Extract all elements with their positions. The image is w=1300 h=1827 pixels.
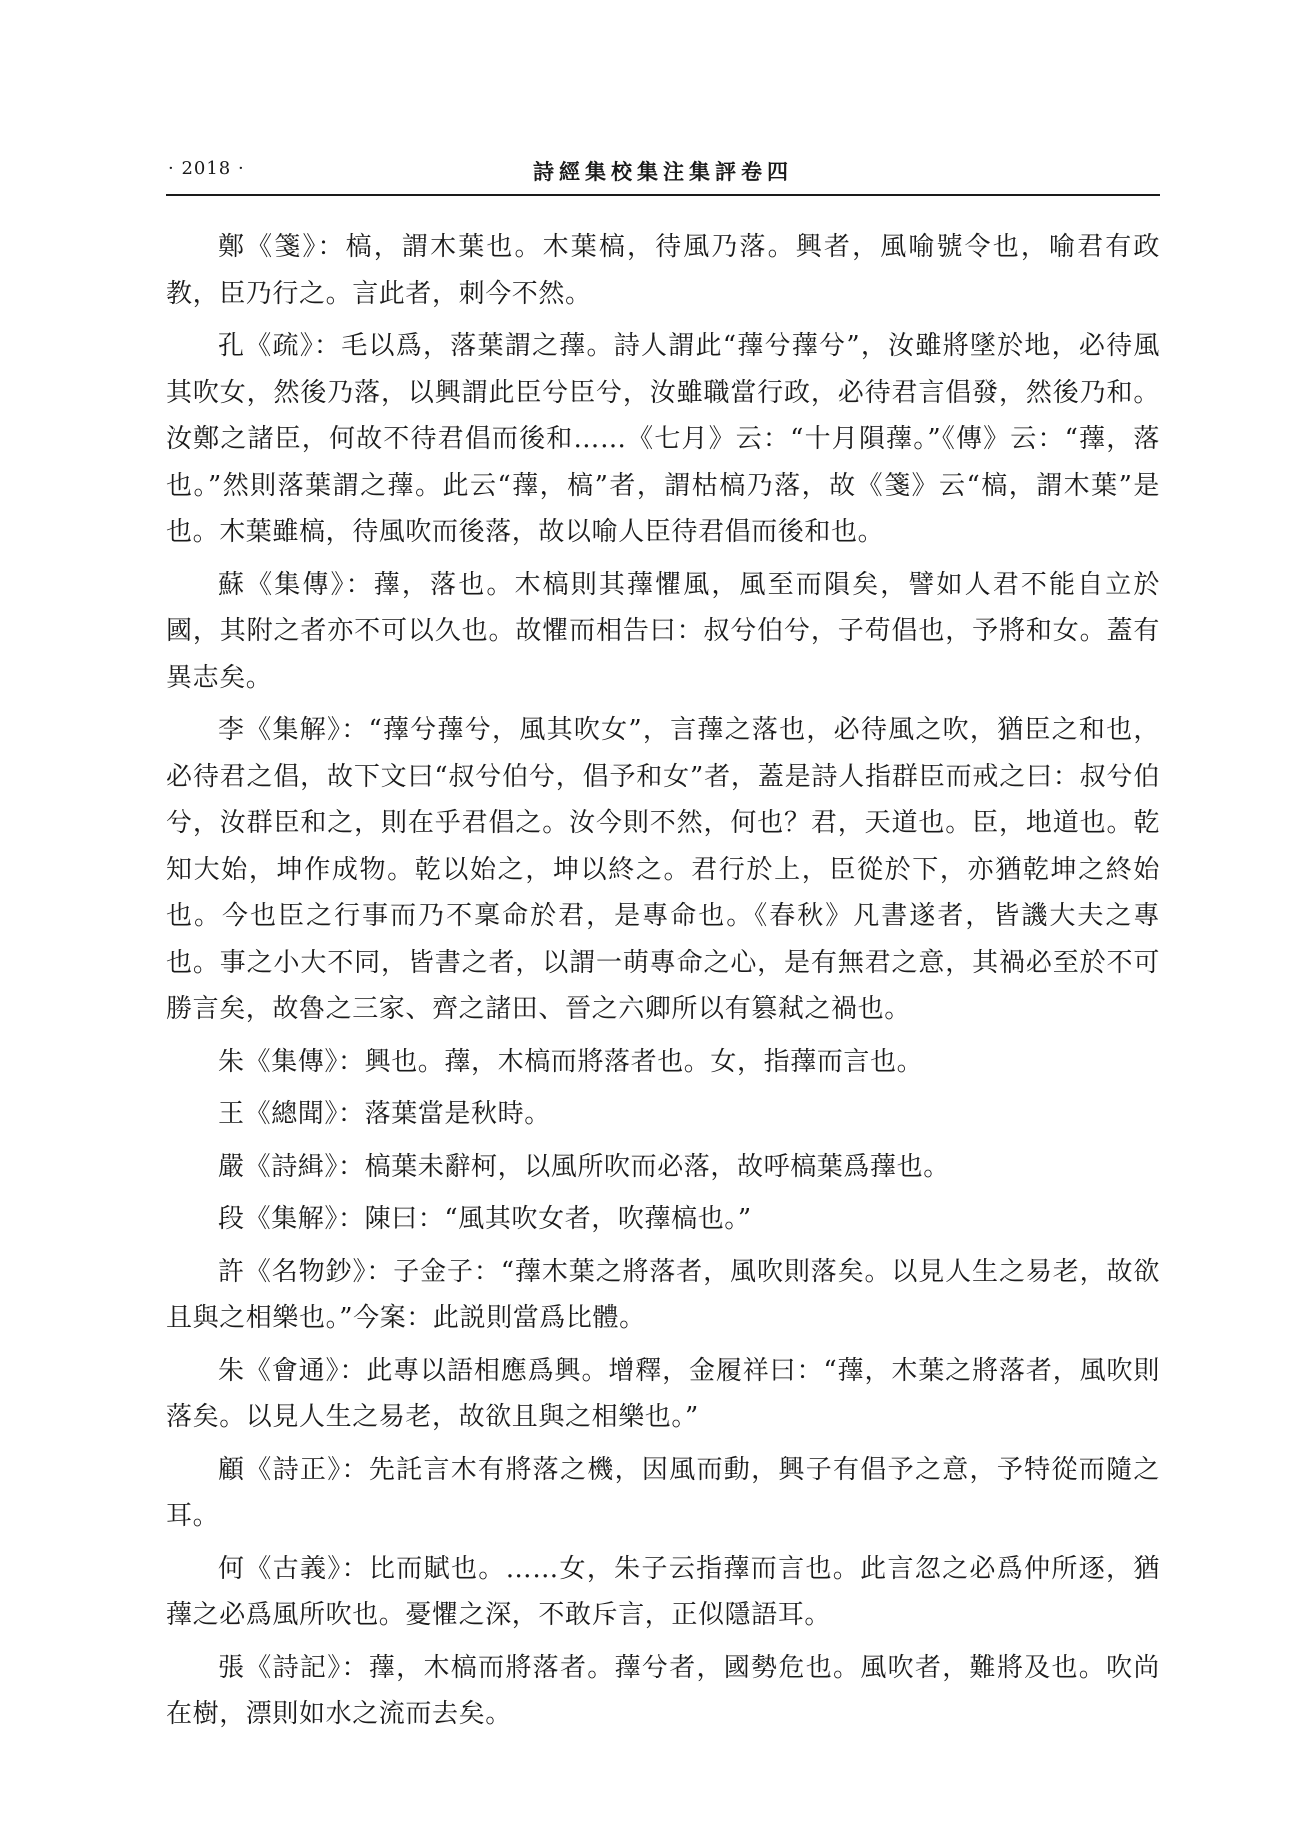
commentary-paragraph: 許《名物鈔》：子金子：“蘀木葉之將落者，風吹則落矣。以見人生之易老，故欲且與之相樂也。”今案：此説則當爲比體。 [166, 1256, 1160, 1333]
commentary-paragraph: 朱《集傳》：興也。蘀，木槁而將落者也。女，指蘀而言也。 [218, 1046, 924, 1077]
commentary-paragraph: 張《詩記》：蘀，木槁而將落者。蘀兮者，國勢危也。風吹者，難將及也。吹尚在樹，漂則如水之流而去矣。 [166, 1652, 1160, 1729]
commentary-paragraph: 段《集解》：陳曰：“風其吹女者，吹蘀槁也。” [218, 1204, 752, 1234]
page-header [166, 152, 1160, 192]
header-rule [166, 194, 1160, 196]
commentary-paragraph: 孔《疏》：毛以爲，落葉謂之蘀。詩人謂此“蘀兮蘀兮”，汝雖將墜於地，必待風其吹女，然後乃落，以興謂此臣兮臣兮，汝雖職當行政，必待君言倡發，然後乃和。汝鄭之諸臣，何故不待君倡而後和……《七月》云：“十月隕蘀。”《傳》云：“蘀，落也。”然則落葉謂之蘀。此云“蘀，槁”者，謂枯槁乃落，故《箋》云“槁，謂木葉”是也。木葉雖槁，待風吹而後落，故以喻人臣待君倡而後和也。 [166, 331, 1160, 547]
commentary-paragraph: 顧《詩正》：先託言木有將落之機，因風而動，興子有倡予之意，予特從而隨之耳。 [166, 1454, 1160, 1531]
running-title: 詩經集校集注集評卷四 [533, 159, 793, 184]
commentary-paragraph: 鄭《箋》：槁，謂木葉也。木葉槁，待風乃落。興者，風喻號令也，喻君有政教，臣乃行之。言此者，刺今不然。 [166, 232, 1160, 309]
commentary-paragraph: 王《總聞》：落葉當是秋時。 [218, 1099, 551, 1129]
commentary-paragraph: 李《集解》：“蘀兮蘀兮，風其吹女”，言蘀之落也，必待風之吹，猶臣之和也，必待君之倡，故下文曰“叔兮伯兮，倡予和女”者，蓋是詩人指群臣而戒之曰：叔兮伯兮，汝群臣和之，則在乎君倡之。汝今則不然，何也？君，天道也。臣，地道也。乾知大始，坤作成物。乾以始之，坤以終之。君行於上，臣從於下，亦猶乾坤之終始也。今也臣之行事而乃不稟命於君，是專命也。《春秋》凡書遂者，皆譏大夫之專也。事之小大不同，皆書之者，以謂一萌專命之心，是有無君之意，其禍必至於不可勝言矣，故魯之三家、齊之諸田、晉之六卿所以有篡弒之禍也。 [166, 715, 1160, 1024]
commentary-paragraph: 朱《會通》：此專以語相應爲興。增釋，金履祥曰：“蘀，木葉之將落者，風吹則落矣。以見人生之易老，故欲且與之相樂也。” [166, 1355, 1160, 1432]
commentary-paragraph: 何《古義》：比而賦也。……女，朱子云指蘀而言也。此言忽之必爲仲所逐，猶蘀之必爲風所吹也。憂懼之深，不敢斥言，正似隱語耳。 [166, 1553, 1160, 1630]
commentary-paragraph: 嚴《詩緝》：槁葉未辭柯，以風所吹而必落，故呼槁葉爲蘀也。 [218, 1151, 950, 1182]
page-number: · 2018 · [168, 158, 245, 179]
commentary-paragraph: 蘇《集傳》：蘀，落也。木槁則其蘀懼風，風至而隕矣，譬如人君不能自立於國，其附之者亦不可以久也。故懼而相告曰：叔兮伯兮，子苟倡也，予將和女。蓋有異志矣。 [166, 569, 1160, 693]
page-body [166, 224, 1160, 1744]
